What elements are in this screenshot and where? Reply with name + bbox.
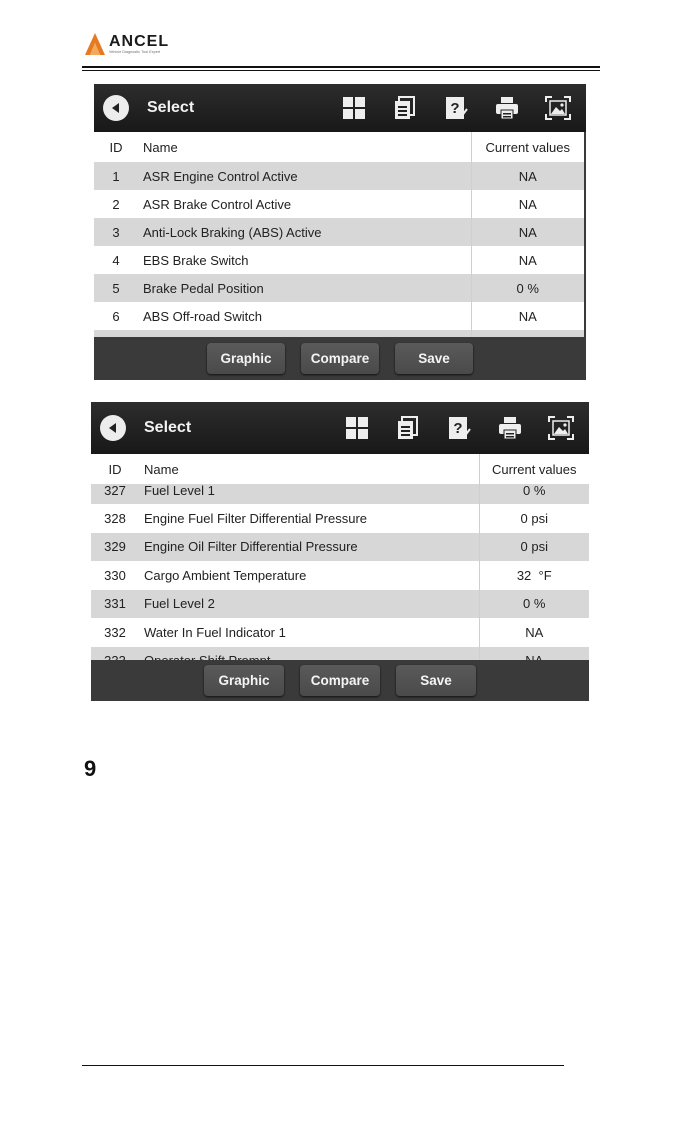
row-name: Fuel Level 2 bbox=[139, 590, 479, 619]
page-number: 9 bbox=[84, 756, 97, 781]
ancel-logo-icon bbox=[84, 32, 106, 56]
copy-icon[interactable] bbox=[391, 94, 419, 122]
row-id: 4 bbox=[112, 252, 120, 268]
save-button[interactable]: Save bbox=[396, 665, 476, 696]
compare-button[interactable]: Compare bbox=[300, 665, 380, 696]
row-value: NA bbox=[471, 190, 584, 218]
row-value: 0 psi bbox=[479, 504, 589, 533]
row-value: NA bbox=[479, 618, 589, 647]
graphic-button[interactable]: Graphic bbox=[207, 343, 285, 374]
column-current-values: Current values bbox=[479, 454, 589, 484]
row-id: 2 bbox=[112, 196, 120, 212]
row-name: Anti-Lock Braking (ABS) Active bbox=[138, 218, 471, 246]
bottom-toolbar bbox=[91, 660, 589, 701]
column-current-values: Current values bbox=[471, 132, 584, 162]
title-bar bbox=[91, 402, 589, 454]
copy-icon[interactable] bbox=[394, 414, 422, 442]
row-id: 328 bbox=[104, 510, 126, 526]
row-name: Engine Oil Filter Differential Pressure bbox=[139, 533, 479, 562]
brand-name: ANCEL bbox=[109, 32, 170, 50]
help-icon[interactable] bbox=[445, 414, 473, 442]
table-row[interactable] bbox=[94, 274, 584, 302]
column-id: ID bbox=[91, 454, 139, 484]
screenshot-icon[interactable] bbox=[547, 414, 575, 442]
bottom-toolbar bbox=[94, 337, 586, 380]
app-screen-2 bbox=[91, 402, 589, 701]
row-name: Fuel Level 1 bbox=[139, 484, 479, 504]
print-icon[interactable] bbox=[493, 94, 521, 122]
app-screen-1 bbox=[94, 84, 586, 380]
table-row[interactable] bbox=[94, 162, 584, 190]
row-value: 0 % bbox=[479, 484, 589, 504]
grid-icon[interactable] bbox=[340, 94, 368, 122]
table-row[interactable] bbox=[91, 533, 589, 562]
row-value: 0 % bbox=[471, 274, 584, 302]
row-value: NA bbox=[471, 246, 584, 274]
footer-rule bbox=[82, 1065, 564, 1066]
column-id: ID bbox=[94, 132, 138, 162]
screen-title: Select bbox=[144, 419, 192, 436]
row-name: Engine Fuel Filter Differential Pressure bbox=[144, 510, 368, 526]
screen-title: Select bbox=[147, 99, 195, 116]
brand-tagline: Vehicle Diagnostic Tool Expert bbox=[109, 49, 161, 54]
row-id: 6 bbox=[112, 308, 120, 324]
svg-text:?: ? bbox=[450, 100, 460, 117]
save-button[interactable]: Save bbox=[395, 343, 473, 374]
row-name: ABS Off-road Switch bbox=[143, 308, 262, 324]
row-value: NA bbox=[471, 218, 584, 246]
row-name: ASR Brake Control Active bbox=[143, 196, 292, 212]
row-id: 1 bbox=[94, 162, 138, 190]
row-value: 0 % bbox=[479, 590, 589, 619]
row-id: 330 bbox=[104, 567, 126, 583]
compare-button[interactable]: Compare bbox=[301, 343, 379, 374]
row-id: 3 bbox=[94, 218, 138, 246]
row-id: 327 bbox=[91, 484, 139, 504]
svg-text:?: ? bbox=[453, 420, 463, 437]
row-value: 32 °F bbox=[479, 561, 589, 590]
table-header bbox=[94, 132, 584, 162]
table-row[interactable] bbox=[91, 484, 589, 504]
row-id: 329 bbox=[91, 533, 139, 562]
screenshot-icon[interactable] bbox=[544, 94, 572, 122]
data-stream-table bbox=[94, 132, 584, 337]
row-id: 332 bbox=[104, 624, 126, 640]
row-name: EBS Brake Switch bbox=[143, 252, 249, 268]
row-name: Water In Fuel Indicator 1 bbox=[144, 624, 286, 640]
table-row[interactable] bbox=[94, 218, 584, 246]
column-name: Name bbox=[139, 454, 479, 484]
table-row[interactable] bbox=[94, 190, 584, 218]
print-icon[interactable] bbox=[496, 414, 524, 442]
table-row[interactable] bbox=[94, 302, 584, 330]
table-header bbox=[91, 454, 589, 484]
data-stream-table bbox=[91, 454, 589, 660]
brand-logo bbox=[84, 31, 169, 57]
title-bar bbox=[94, 84, 586, 132]
header-rule-thin bbox=[82, 70, 600, 71]
header-rule bbox=[82, 66, 600, 68]
graphic-button[interactable]: Graphic bbox=[204, 665, 284, 696]
row-value: NA bbox=[471, 302, 584, 330]
help-icon[interactable] bbox=[442, 94, 470, 122]
table-row[interactable] bbox=[91, 590, 589, 619]
table-row[interactable] bbox=[94, 246, 584, 274]
back-icon[interactable] bbox=[100, 415, 126, 441]
row-name: Brake Pedal Position bbox=[138, 274, 471, 302]
back-icon[interactable] bbox=[103, 95, 129, 121]
grid-icon[interactable] bbox=[343, 414, 371, 442]
row-value: NA bbox=[471, 162, 584, 190]
table-row[interactable] bbox=[91, 618, 589, 647]
row-id: 5 bbox=[94, 274, 138, 302]
row-value: 0 psi bbox=[479, 533, 589, 562]
row-name: ASR Engine Control Active bbox=[138, 162, 471, 190]
row-id: 331 bbox=[91, 590, 139, 619]
column-name: Name bbox=[138, 132, 471, 162]
table-row[interactable] bbox=[91, 561, 589, 590]
table-row[interactable] bbox=[91, 504, 589, 533]
row-name: Cargo Ambient Temperature bbox=[144, 567, 307, 583]
